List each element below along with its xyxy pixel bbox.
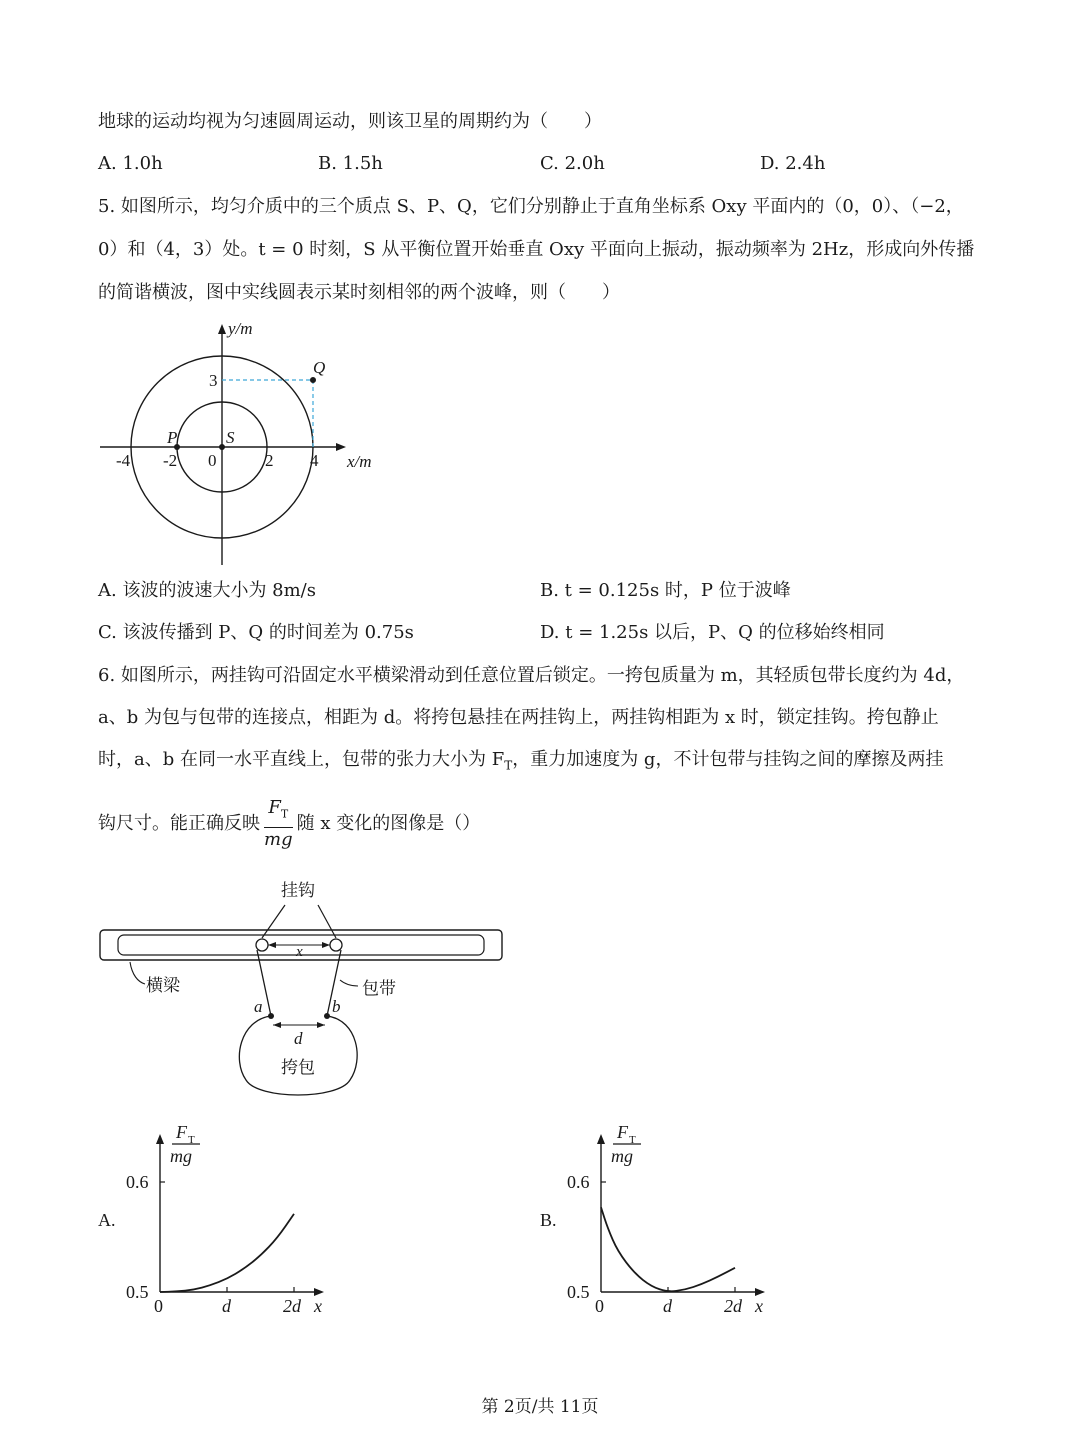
chart-a-option-label: A. xyxy=(98,1210,116,1230)
wave-tick-x-2: 2 xyxy=(265,451,274,470)
q5-option-b: B. t = 0.125s 时，P 位于波峰 xyxy=(540,580,791,601)
d-distance-label: d xyxy=(294,1029,303,1048)
chart-b-curve xyxy=(601,1207,735,1291)
q4-option-a: A. 1.0h xyxy=(98,153,163,174)
q6-frac-num: F xyxy=(268,797,281,818)
chart-a-curve xyxy=(160,1214,294,1292)
q6-line3-head: 时，a、b 在同一水平直线上，包带的张力大小为 F xyxy=(98,749,505,770)
chart-a-xlabel: x xyxy=(314,1296,322,1316)
chart-b-ylabel-num: F xyxy=(617,1122,628,1142)
chart-a-ylabel-den: mg xyxy=(170,1146,192,1166)
chart-a-xtick-label-1: d xyxy=(222,1296,231,1316)
bag-label: 挎包 xyxy=(281,1058,315,1077)
wave-x-axis-label: x/m xyxy=(347,452,372,471)
wave-y-axis-label: y/m xyxy=(228,319,253,338)
chart-b-xlabel: x xyxy=(755,1296,763,1316)
q5-stem-line-3: 的简谐横波，图中实线圆表示某时刻相邻的两个波峰，则（ ） xyxy=(98,282,620,303)
wave-tick-x-4: 4 xyxy=(310,451,319,470)
x-distance-label: x xyxy=(296,944,303,960)
point-p-label: P xyxy=(167,428,178,447)
chart-b-option-label: B. xyxy=(540,1210,557,1230)
wave-tick-y3: 3 xyxy=(209,371,218,390)
chart-a-ytick-label-0: 0.5 xyxy=(126,1282,149,1302)
chart-a-xtick-label-0: 0 xyxy=(154,1296,163,1316)
chart-a-ytick-label-1: 0.6 xyxy=(126,1172,149,1192)
chart-b-xtick-label-1: d xyxy=(663,1296,672,1316)
b-label: b xyxy=(332,997,341,1016)
chart-a-ylabel-num: F xyxy=(176,1122,187,1142)
q5-option-d: D. t = 1.25s 以后，P、Q 的位移始终相同 xyxy=(540,622,885,643)
q4-stem-line: 地球的运动均视为匀速圆周运动，则该卫星的周期约为（ ） xyxy=(98,111,602,132)
page-total: 11 xyxy=(559,1397,582,1417)
q5-option-a: A. 该波的波速大小为 8m/s xyxy=(98,580,316,601)
q5-stem-line-1: 5. 如图所示，均匀介质中的三个质点 S、P、Q，它们分别静止于直角坐标系 Oxy 平面内的（0，0）、（−2， xyxy=(98,196,964,217)
q4-option-d: D. 2.4h xyxy=(760,153,826,174)
q6-line3-sub: T xyxy=(504,758,513,773)
wave-tick-x-neg4: -4 xyxy=(116,451,131,470)
point-q-label: Q xyxy=(313,358,326,377)
chart-b-ylabel-den: mg xyxy=(611,1146,633,1166)
q6-frac-den: mg xyxy=(264,828,293,850)
q4-option-c: C. 2.0h xyxy=(540,153,605,174)
chart-b-x-arrow xyxy=(755,1288,765,1296)
hook-label: 挂钩 xyxy=(281,881,315,900)
chart-b-ytick-label-1: 0.6 xyxy=(567,1172,590,1192)
q4-option-b: B. 1.5h xyxy=(318,153,383,174)
a-label: a xyxy=(254,997,263,1016)
page-number: 2 xyxy=(503,1397,515,1417)
q5-option-c: C. 该波传播到 P、Q 的时间差为 0.75s xyxy=(98,622,414,643)
beam-label: 横梁 xyxy=(146,976,180,995)
point-s-label: S xyxy=(226,428,235,447)
q5-stem-line-2: 0）和（4，3）处。t = 0 时刻，S 从平衡位置开始垂直 Oxy 平面向上振动，振动频率为 2Hz，形成向外传播 xyxy=(98,239,975,260)
q6-line3-tail: ，重力加速度为 g，不计包带与挂钩之间的摩擦及两挂 xyxy=(512,749,944,770)
q6-stem-line-1: 6. 如图所示，两挂钩可沿固定水平横梁滑动到任意位置后锁定。一挎包质量为 m，其轻质包带长度约为 4d， xyxy=(98,665,965,686)
q6-line4-pre: 钩尺寸。能正确反映 xyxy=(98,812,260,834)
q6-line4-post: 随 x 变化的图像是（） xyxy=(296,812,481,834)
strap-label: 包带 xyxy=(362,979,396,998)
chart-b-xtick-label-2: 2d xyxy=(724,1296,742,1316)
page-footer: 第 2页/共 11页 xyxy=(481,1397,599,1417)
chart-b-ytick-label-0: 0.5 xyxy=(567,1282,590,1302)
chart-b-xtick-label-0: 0 xyxy=(595,1296,604,1316)
chart-a-x-arrow xyxy=(314,1288,324,1296)
q6-frac-num-sub: T xyxy=(280,807,289,821)
wave-tick-x-0: 0 xyxy=(208,451,217,470)
q6-stem-line-2: a、b 为包与包带的连接点，相距为 d。将挎包悬挂在两挂钩上，两挂钩相距为 x 时，锁定挂钩。挎包静止 xyxy=(98,707,939,728)
wave-tick-x-neg2: -2 xyxy=(163,451,178,470)
chart-b-ylabel-sub: T xyxy=(629,1134,636,1146)
chart-b-y-arrow xyxy=(597,1134,605,1144)
chart-a-xtick-label-2: 2d xyxy=(283,1296,301,1316)
chart-a-y-arrow xyxy=(156,1134,164,1144)
chart-a-ylabel-sub: T xyxy=(188,1134,195,1146)
